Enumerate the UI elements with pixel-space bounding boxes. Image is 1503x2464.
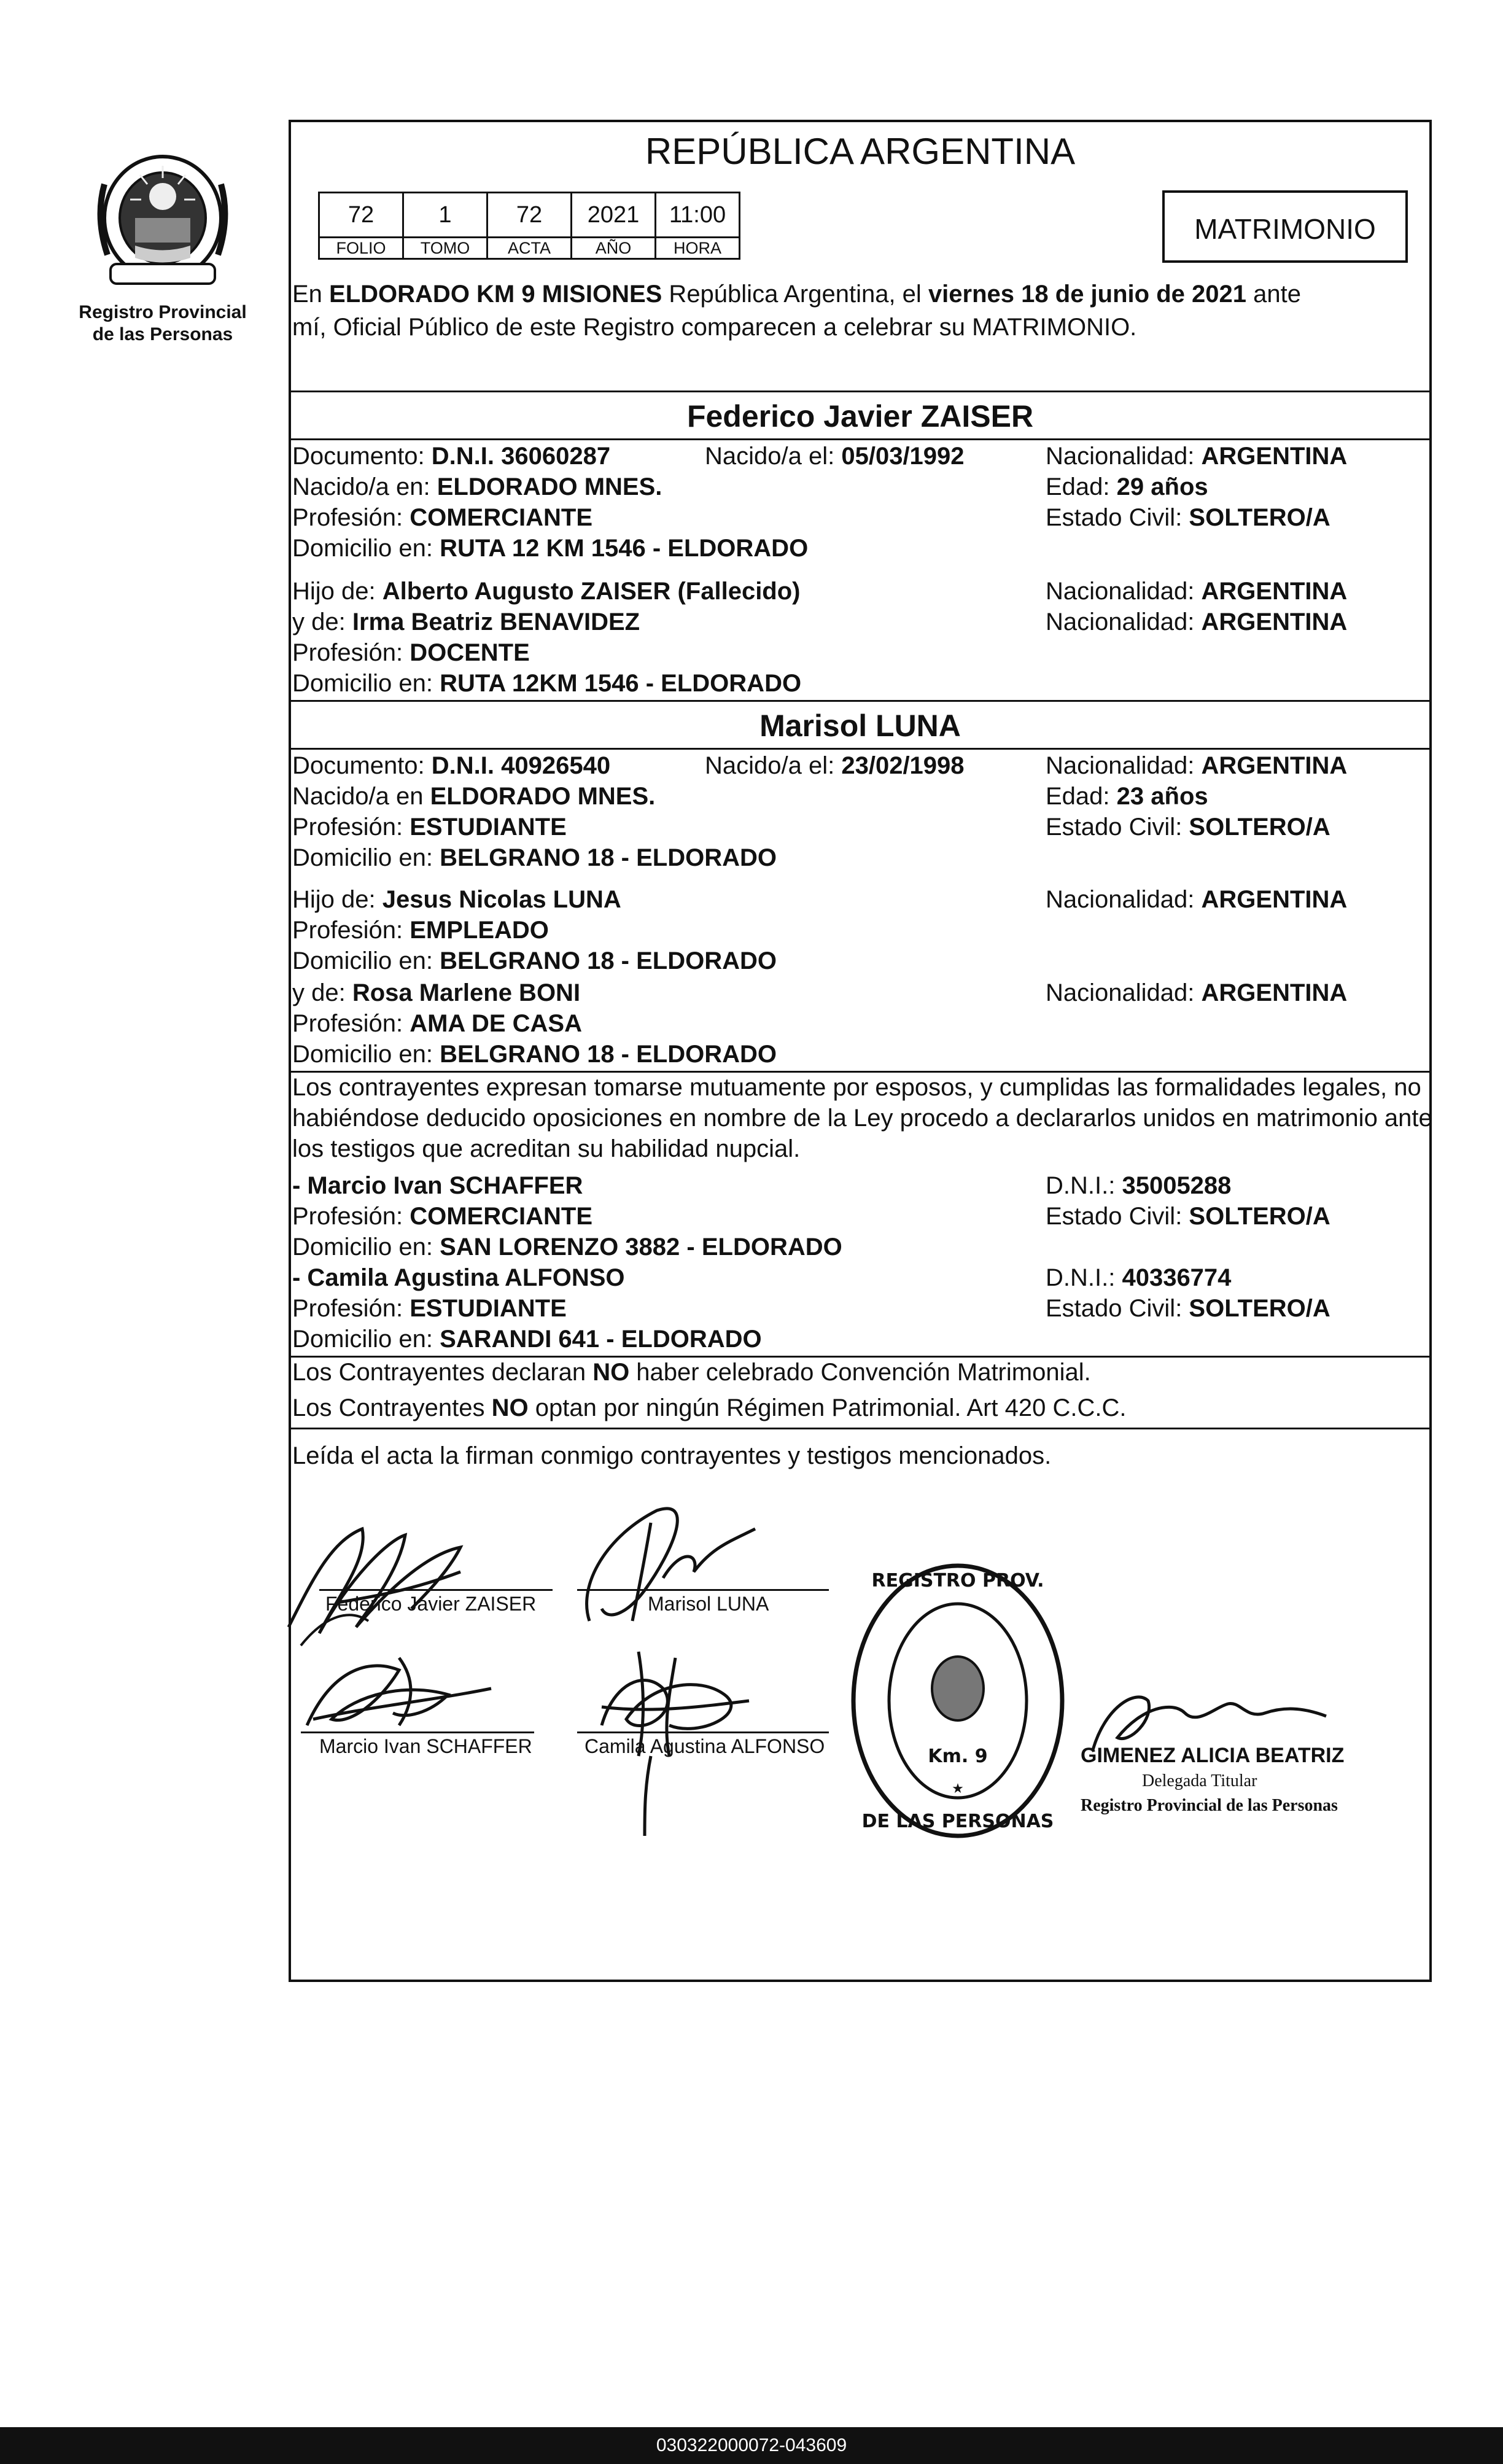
spouse1-birthdate: Nacido/a el: 05/03/1992 [705,443,965,470]
svg-text:Km. 9: Km. 9 [928,1746,988,1767]
acta-value: 72 [487,193,572,238]
logo-caption-line2: de las Personas [92,324,233,344]
folio-table [318,192,740,260]
spouse2-mother-profession: Profesión: AMA DE CASA [292,1010,582,1037]
spouse2-mother: y de: Rosa Marlene BONI [292,979,581,1006]
spouse1-document: Documento: D.N.I. 36060287 [292,443,611,470]
tomo-value: 1 [403,193,487,238]
divider [289,438,1432,440]
agreement-line1: Los Contrayentes declaran NO haber celebrado Convención Matrimonial. [292,1359,1091,1386]
spouse1-profession: Profesión: COMERCIANTE [292,504,592,531]
signature-line [577,1589,829,1591]
document-code: 030322000072-043609 [656,2435,847,2455]
anio-label: AÑO [572,238,656,259]
signature-label-camila: Camila Agustina ALFONSO [584,1735,825,1757]
spouse1-mother: y de: Irma Beatriz BENAVIDEZ [292,608,640,635]
spouse2-civil-status: Estado Civil: SOLTERO/A [1046,814,1330,841]
logo-caption-line1: Registro Provincial [79,302,247,322]
declaration-line3: los testigos que acreditan su habilidad nupcial. [292,1135,801,1162]
hora-value: 11:00 [656,193,740,238]
officer-name: GIMENEZ ALICIA BEATRIZ [1081,1744,1345,1767]
official-stamp-icon [847,1560,1068,1842]
spouse1-age: Edad: 29 años [1046,473,1208,500]
spouse2-profession: Profesión: ESTUDIANTE [292,814,567,841]
declaration-line2: habiéndose deducido oposiciones en nombre de la Ley procedo a declararlos unidos en matrimonio ante [292,1105,1432,1132]
spouse1-mother-nationality: Nacionalidad: ARGENTINA [1046,608,1348,635]
spouse1-parents-profession: Profesión: DOCENTE [292,639,530,666]
spouse2-mother-nationality: Nacionalidad: ARGENTINA [1046,979,1348,1006]
witness1-civil-status: Estado Civil: SOLTERO/A [1046,1203,1330,1230]
spouse2-age: Edad: 23 años [1046,783,1208,810]
spouse2-father-profession: Profesión: EMPLEADO [292,917,549,944]
registry-logo [74,147,252,346]
agreement-line2: Los Contrayentes NO optan por ningún Régimen Patrimonial. Art 420 C.C.C. [292,1394,1127,1421]
signature-label-marisol: Marisol LUNA [648,1593,769,1615]
spouse1-parents-address: Domicilio en: RUTA 12KM 1546 - ELDORADO [292,670,802,697]
spouse1-nationality: Nacionalidad: ARGENTINA [1046,443,1348,470]
acta-label: ACTA [487,238,572,259]
svg-text:DE LAS PERSONAS: DE LAS PERSONAS [861,1811,1054,1832]
intro-line1: En ELDORADO KM 9 MISIONES República Argentina, el viernes 18 de junio de 2021 ante [292,281,1301,308]
divider [289,391,1432,392]
signature-label-federico: Federico Javier ZAISER [325,1593,537,1615]
spouse2-nationality: Nacionalidad: ARGENTINA [1046,752,1348,779]
witness1-address: Domicilio en: SAN LORENZO 3882 - ELDORADO [292,1234,842,1261]
declaration-line1: Los contrayentes expresan tomarse mutuamente por esposos, y cumplidas las formalidades legales, no [292,1074,1421,1101]
spouse2-father: Hijo de: Jesus Nicolas LUNA [292,886,621,913]
spouse2-birthplace: Nacido/a en ELDORADO MNES. [292,783,656,810]
spouse2-father-nationality: Nacionalidad: ARGENTINA [1046,886,1348,913]
spouse2-mother-address: Domicilio en: BELGRANO 18 - ELDORADO [292,1041,777,1068]
signature-line [319,1589,553,1591]
witness2-name: - Camila Agustina ALFONSO [292,1264,625,1291]
witness2-dni: D.N.I.: 40336774 [1046,1264,1232,1291]
provincial-seal-icon [92,147,233,295]
spouse2-father-address: Domicilio en: BELGRANO 18 - ELDORADO [292,947,777,974]
intro-place: ELDORADO KM 9 MISIONES [329,281,662,308]
signature-marcio [295,1646,528,1744]
tomo-label: TOMO [403,238,487,259]
signature-line [301,1731,534,1733]
witness2-civil-status: Estado Civil: SOLTERO/A [1046,1295,1330,1322]
witness1-name: - Marcio Ivan SCHAFFER [292,1172,583,1199]
spouse1-address: Domicilio en: RUTA 12 KM 1546 - ELDORADO [292,535,809,562]
svg-text:★: ★ [952,1781,964,1797]
svg-text:REGISTRO PROV.: REGISTRO PROV. [871,1570,1044,1591]
witness2-address: Domicilio en: SARANDI 641 - ELDORADO [292,1326,762,1353]
spouse2-document: Documento: D.N.I. 40926540 [292,752,611,779]
witness2-profession: Profesión: ESTUDIANTE [292,1295,567,1322]
spouse2-address: Domicilio en: BELGRANO 18 - ELDORADO [292,844,777,871]
anio-value: 2021 [572,193,656,238]
spouse1-civil-status: Estado Civil: SOLTERO/A [1046,504,1330,531]
witness1-profession: Profesión: COMERCIANTE [292,1203,592,1230]
divider [289,1428,1432,1429]
hora-label: HORA [656,238,740,259]
country-title: REPÚBLICA ARGENTINA [645,131,1076,172]
witness1-dni: D.N.I.: 35005288 [1046,1172,1232,1199]
divider [289,700,1432,702]
intro-date: viernes 18 de junio de 2021 [928,281,1246,308]
signature-label-marcio: Marcio Ivan SCHAFFER [319,1735,532,1757]
spouse1-birthplace: Nacido/a en: ELDORADO MNES. [292,473,662,500]
intro-line2: mí, Oficial Público de este Registro comparecen a celebrar su MATRIMONIO. [292,314,1137,341]
signature-camila [577,1633,810,1836]
act-type-box: MATRIMONIO [1162,190,1408,263]
spouse2-birthdate: Nacido/a el: 23/02/1998 [705,752,965,779]
folio-label: FOLIO [319,238,403,259]
folio-value: 72 [319,193,403,238]
spouse2-name: Marisol LUNA [759,709,961,743]
spouse1-father-nationality: Nacionalidad: ARGENTINA [1046,578,1348,605]
officer-role: Delegada Titular [1142,1771,1257,1790]
officer-office: Registro Provincial de las Personas [1081,1796,1338,1815]
signature-line [577,1731,829,1733]
reading-statement: Leída el acta la firman conmigo contrayentes y testigos mencionados. [292,1442,1052,1469]
spouse1-name: Federico Javier ZAISER [686,399,1034,433]
divider [289,748,1432,750]
signature-federico [276,1504,559,1652]
spouse1-father: Hijo de: Alberto Augusto ZAISER (Fallecido) [292,578,801,605]
